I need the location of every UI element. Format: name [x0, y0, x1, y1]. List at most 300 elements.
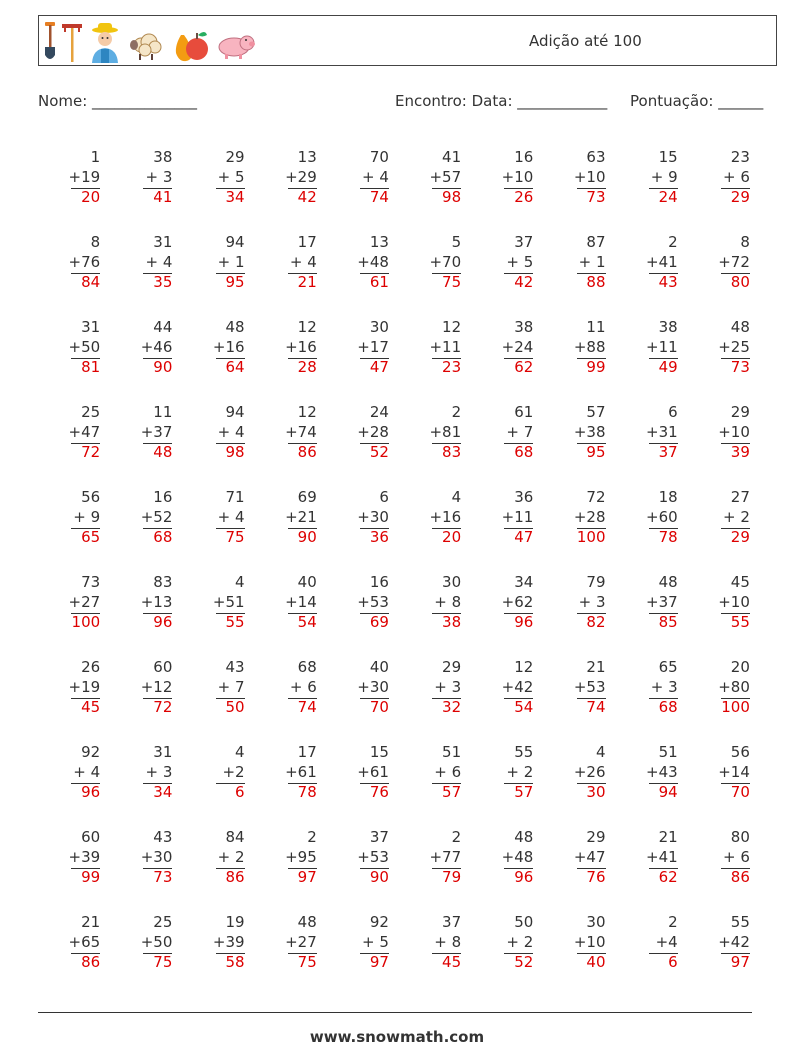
addend-bottom: + 1 — [578, 252, 606, 271]
addition-problem — [255, 403, 327, 488]
addend-bottom: +19 — [68, 677, 101, 696]
answer: 62 — [514, 358, 534, 376]
addend-bottom: + 4 — [362, 167, 389, 186]
addend-top: 37 — [514, 233, 534, 251]
addend-bottom: +31 — [646, 422, 678, 441]
addition-problem — [543, 148, 615, 233]
addend-bottom: + 7 — [217, 677, 245, 696]
addition-problem — [399, 573, 471, 658]
answer: 86 — [297, 443, 317, 461]
addition-problem — [182, 913, 254, 998]
addition-problem — [182, 573, 254, 658]
answer: 61 — [369, 273, 389, 291]
addend-top: 92 — [81, 743, 101, 761]
addition-problem — [543, 658, 615, 743]
answer: 100 — [576, 528, 606, 546]
addition-problem — [471, 488, 543, 573]
addition-problem — [399, 488, 471, 573]
addition-problem — [471, 743, 543, 828]
addend-bottom: +38 — [573, 422, 606, 441]
addend-bottom: + 2 — [506, 762, 534, 781]
addend-top: 15 — [369, 743, 389, 761]
addend-top: 2 — [668, 233, 678, 251]
addend-bottom: +11 — [501, 507, 534, 526]
addend-top: 94 — [225, 403, 245, 421]
addend-bottom: +14 — [285, 592, 317, 611]
addition-problem — [38, 573, 110, 658]
answer: 68 — [658, 698, 678, 716]
addend-bottom: +4 — [655, 932, 678, 951]
name-field: Nome: ______________ — [38, 92, 198, 110]
header-icons — [43, 21, 257, 63]
addend-top: 38 — [153, 148, 173, 166]
addition-problem — [616, 658, 688, 743]
addition-problem — [688, 233, 760, 318]
addend-bottom: +29 — [285, 167, 317, 186]
addition-problem — [38, 318, 110, 403]
answer: 29 — [730, 188, 750, 206]
addend-bottom: +41 — [646, 252, 678, 271]
addition-problem — [110, 148, 182, 233]
answer: 100 — [721, 698, 750, 716]
addend-bottom: +53 — [357, 847, 389, 866]
addend-top: 48 — [514, 828, 534, 846]
addend-top: 69 — [297, 488, 317, 506]
addition-problem — [38, 743, 110, 828]
answer: 79 — [442, 868, 462, 886]
addend-bottom: + 9 — [73, 507, 101, 526]
addend-bottom: +46 — [140, 337, 173, 356]
addend-bottom: +42 — [718, 932, 750, 951]
worksheet-header — [38, 15, 777, 66]
addend-bottom: +50 — [140, 932, 173, 951]
addend-top: 65 — [658, 658, 678, 676]
addend-bottom: + 9 — [650, 167, 678, 186]
answer: 65 — [81, 528, 101, 546]
fruit-icon — [171, 21, 211, 63]
addend-top: 37 — [369, 828, 389, 846]
addend-top: 36 — [514, 488, 534, 506]
answer: 78 — [658, 528, 678, 546]
addend-top: 48 — [225, 318, 245, 336]
addend-top: 12 — [442, 318, 462, 336]
answer: 21 — [297, 273, 317, 291]
addition-problem — [327, 488, 399, 573]
meeting-date-field: Encontro: Data: ____________ — [395, 92, 608, 110]
addend-bottom: + 3 — [434, 677, 462, 696]
addend-bottom: +60 — [646, 507, 678, 526]
answer: 28 — [297, 358, 317, 376]
addition-problem — [688, 913, 760, 998]
answer: 75 — [297, 953, 317, 971]
answer: 68 — [153, 528, 173, 546]
addition-problem — [110, 573, 182, 658]
sheep-icon — [127, 21, 167, 63]
addend-top: 4 — [235, 743, 245, 761]
addend-top: 13 — [369, 233, 389, 251]
addition-problem — [616, 743, 688, 828]
addend-top: 80 — [730, 828, 750, 846]
addend-top: 55 — [730, 913, 750, 931]
answer: 40 — [586, 953, 606, 971]
addend-bottom: +42 — [501, 677, 534, 696]
addend-bottom: +48 — [501, 847, 534, 866]
addend-top: 21 — [586, 658, 606, 676]
addend-top: 4 — [235, 573, 245, 591]
addend-bottom: + 1 — [217, 252, 245, 271]
addend-bottom: + 3 — [650, 677, 678, 696]
addition-problem — [110, 828, 182, 913]
addend-bottom: +61 — [285, 762, 317, 781]
addend-top: 2 — [307, 828, 317, 846]
addend-bottom: +47 — [573, 847, 606, 866]
addend-bottom: + 5 — [217, 167, 245, 186]
addition-problem — [616, 573, 688, 658]
answer: 34 — [225, 188, 245, 206]
addition-problem — [616, 148, 688, 233]
addition-problem — [399, 658, 471, 743]
addition-problem — [543, 913, 615, 998]
addend-top: 48 — [730, 318, 750, 336]
addend-bottom: + 6 — [289, 677, 317, 696]
addend-bottom: +95 — [285, 847, 317, 866]
addend-top: 94 — [225, 233, 245, 251]
addend-top: 20 — [730, 658, 750, 676]
answer: 29 — [730, 528, 750, 546]
addition-problem — [182, 743, 254, 828]
addend-bottom: + 5 — [506, 252, 534, 271]
answer: 47 — [514, 528, 534, 546]
addition-problem — [327, 743, 399, 828]
addend-bottom: +74 — [285, 422, 317, 441]
answer: 57 — [442, 783, 462, 801]
addend-top: 8 — [90, 233, 101, 251]
addend-top: 2 — [668, 913, 678, 931]
addend-bottom: +10 — [573, 167, 606, 186]
answer: 80 — [730, 273, 750, 291]
addend-top: 31 — [81, 318, 101, 336]
addend-top: 15 — [658, 148, 678, 166]
addend-bottom: +39 — [212, 932, 245, 951]
addend-bottom: +51 — [212, 592, 245, 611]
answer: 35 — [153, 273, 173, 291]
answer: 81 — [81, 358, 101, 376]
addend-top: 51 — [658, 743, 678, 761]
addition-problem — [255, 743, 327, 828]
addend-bottom: + 8 — [434, 932, 462, 951]
addition-problem — [327, 233, 399, 318]
answer: 6 — [235, 783, 245, 801]
addend-top: 55 — [514, 743, 534, 761]
addend-top: 60 — [81, 828, 101, 846]
answer: 47 — [369, 358, 389, 376]
addition-problem — [255, 913, 327, 998]
addend-bottom: + 6 — [722, 167, 750, 186]
answer: 38 — [442, 613, 462, 631]
addend-top: 68 — [297, 658, 317, 676]
addend-top: 25 — [81, 403, 101, 421]
answer: 95 — [586, 443, 606, 461]
addend-top: 29 — [586, 828, 606, 846]
addition-problem — [255, 318, 327, 403]
addend-top: 29 — [225, 148, 245, 166]
addend-top: 21 — [81, 913, 101, 931]
addend-top: 12 — [514, 658, 534, 676]
addition-problem — [327, 913, 399, 998]
answer: 74 — [586, 698, 606, 716]
answer: 58 — [225, 953, 245, 971]
addend-top: 87 — [586, 233, 606, 251]
answer: 34 — [153, 783, 173, 801]
addend-bottom: + 4 — [289, 252, 317, 271]
addition-problem — [471, 233, 543, 318]
addition-problem — [110, 913, 182, 998]
answer: 98 — [442, 188, 462, 206]
addend-bottom: +88 — [573, 337, 606, 356]
addend-top: 30 — [442, 573, 462, 591]
addition-problem — [327, 403, 399, 488]
addition-problem — [38, 148, 110, 233]
addition-problem — [399, 743, 471, 828]
addend-top: 50 — [514, 913, 534, 931]
addition-problem — [182, 403, 254, 488]
addend-bottom: +28 — [573, 507, 606, 526]
addition-problem — [471, 828, 543, 913]
answer: 23 — [442, 358, 462, 376]
addend-bottom: + 2 — [506, 932, 534, 951]
addend-bottom: +10 — [501, 167, 534, 186]
addend-bottom: +61 — [357, 762, 389, 781]
answer: 85 — [658, 613, 678, 631]
addition-problem — [471, 403, 543, 488]
addend-bottom: + 4 — [145, 252, 173, 271]
addition-problem — [616, 828, 688, 913]
addend-top: 71 — [225, 488, 245, 506]
addition-problem — [688, 743, 760, 828]
addend-bottom: + 3 — [145, 762, 173, 781]
answer: 32 — [442, 698, 462, 716]
addend-top: 30 — [586, 913, 606, 931]
addend-top: 8 — [740, 233, 750, 251]
addend-top: 6 — [668, 403, 678, 421]
answer: 98 — [225, 443, 245, 461]
addend-bottom: +52 — [140, 507, 173, 526]
addition-problem — [182, 233, 254, 318]
addend-top: 48 — [658, 573, 678, 591]
answer: 30 — [586, 783, 606, 801]
addend-top: 29 — [442, 658, 462, 676]
answer: 73 — [730, 358, 750, 376]
addition-problem — [543, 488, 615, 573]
answer: 96 — [81, 783, 101, 801]
answer: 70 — [730, 783, 750, 801]
answer: 72 — [81, 443, 101, 461]
addition-problem — [616, 233, 688, 318]
answer: 62 — [658, 868, 678, 886]
addend-top: 63 — [586, 148, 606, 166]
addend-bottom: + 6 — [722, 847, 750, 866]
addend-bottom: +76 — [68, 252, 101, 271]
answer: 54 — [297, 613, 317, 631]
addend-bottom: + 4 — [217, 422, 245, 441]
answer: 20 — [81, 188, 101, 206]
addition-problem — [110, 233, 182, 318]
answer: 97 — [369, 953, 389, 971]
addend-top: 26 — [81, 658, 101, 676]
addend-bottom: +41 — [646, 847, 678, 866]
addition-problem — [327, 318, 399, 403]
answer: 88 — [586, 273, 606, 291]
addend-bottom: + 4 — [73, 762, 101, 781]
answer: 42 — [297, 188, 317, 206]
addition-problem — [38, 828, 110, 913]
addend-bottom: + 3 — [578, 592, 606, 611]
addend-top: 51 — [442, 743, 462, 761]
answer: 84 — [81, 273, 101, 291]
addend-bottom: +80 — [718, 677, 750, 696]
addition-problem — [688, 403, 760, 488]
addend-bottom: +30 — [357, 677, 389, 696]
addend-top: 79 — [586, 573, 606, 591]
addend-top: 92 — [369, 913, 389, 931]
answer: 86 — [730, 868, 750, 886]
answer: 49 — [658, 358, 678, 376]
addend-top: 11 — [586, 318, 606, 336]
addition-problem — [471, 573, 543, 658]
addend-top: 38 — [658, 318, 678, 336]
answer: 50 — [225, 698, 245, 716]
answer: 48 — [153, 443, 173, 461]
answer: 96 — [514, 868, 534, 886]
addend-top: 6 — [379, 488, 389, 506]
addend-top: 83 — [153, 573, 173, 591]
addend-top: 56 — [81, 488, 101, 506]
addition-problem — [399, 318, 471, 403]
addend-bottom: + 6 — [434, 762, 462, 781]
answer: 76 — [369, 783, 389, 801]
score-field: Pontuação: ______ — [630, 92, 764, 110]
addition-problem — [327, 573, 399, 658]
addend-top: 41 — [442, 148, 462, 166]
addition-problem — [471, 913, 543, 998]
addend-top: 2 — [451, 403, 462, 421]
worksheet-title: Adição até 100 — [529, 32, 642, 50]
addition-problem — [543, 318, 615, 403]
addend-top: 16 — [153, 488, 173, 506]
addend-top: 19 — [225, 913, 245, 931]
addition-problem — [688, 488, 760, 573]
addend-top: 30 — [369, 318, 389, 336]
addend-top: 60 — [153, 658, 173, 676]
answer: 73 — [586, 188, 606, 206]
answer: 64 — [225, 358, 245, 376]
addend-bottom: +53 — [357, 592, 389, 611]
addend-top: 16 — [514, 148, 534, 166]
addend-top: 31 — [153, 233, 173, 251]
addition-problem — [110, 318, 182, 403]
answer: 52 — [369, 443, 389, 461]
addend-top: 43 — [153, 828, 173, 846]
problem-grid — [38, 148, 760, 998]
addition-problem — [182, 658, 254, 743]
addend-top: 12 — [297, 318, 317, 336]
addition-problem — [327, 658, 399, 743]
addend-top: 70 — [369, 148, 389, 166]
answer: 76 — [586, 868, 606, 886]
addition-problem — [110, 743, 182, 828]
addition-problem — [688, 148, 760, 233]
answer: 55 — [225, 613, 245, 631]
addend-bottom: +72 — [718, 252, 750, 271]
addition-problem — [471, 148, 543, 233]
answer: 75 — [225, 528, 245, 546]
addend-top: 40 — [369, 658, 389, 676]
answer: 70 — [369, 698, 389, 716]
addend-bottom: +16 — [429, 507, 462, 526]
addition-problem — [399, 828, 471, 913]
addend-top: 11 — [153, 403, 173, 421]
addition-problem — [471, 658, 543, 743]
addend-bottom: +27 — [68, 592, 101, 611]
addition-problem — [255, 233, 327, 318]
shovel-icon — [43, 21, 57, 63]
addend-bottom: +21 — [285, 507, 317, 526]
addend-bottom: +53 — [573, 677, 606, 696]
rake-icon — [61, 21, 83, 63]
addition-problem — [543, 403, 615, 488]
answer: 99 — [81, 868, 101, 886]
answer: 72 — [153, 698, 173, 716]
addend-bottom: +81 — [429, 422, 462, 441]
answer: 39 — [730, 443, 750, 461]
answer: 41 — [153, 188, 173, 206]
addition-problem — [543, 828, 615, 913]
addend-bottom: + 8 — [434, 592, 462, 611]
addend-bottom: + 2 — [722, 507, 750, 526]
addend-bottom: +48 — [357, 252, 389, 271]
addend-top: 24 — [369, 403, 389, 421]
addend-bottom: +37 — [140, 422, 173, 441]
addend-top: 56 — [730, 743, 750, 761]
addition-problem — [182, 318, 254, 403]
addend-top: 25 — [153, 913, 173, 931]
addition-problem — [399, 148, 471, 233]
addend-bottom: +70 — [429, 252, 462, 271]
addend-bottom: +16 — [212, 337, 245, 356]
addend-top: 4 — [595, 743, 606, 761]
answer: 86 — [81, 953, 101, 971]
addition-problem — [616, 403, 688, 488]
addend-top: 1 — [90, 148, 101, 166]
addend-top: 13 — [297, 148, 317, 166]
addend-bottom: +19 — [68, 167, 101, 186]
answer: 90 — [153, 358, 173, 376]
addition-problem — [110, 658, 182, 743]
addend-top: 84 — [225, 828, 245, 846]
answer: 43 — [658, 273, 678, 291]
answer: 99 — [586, 358, 606, 376]
answer: 45 — [442, 953, 462, 971]
addition-problem — [327, 828, 399, 913]
addend-top: 73 — [81, 573, 101, 591]
answer: 55 — [730, 613, 750, 631]
addend-bottom: +30 — [140, 847, 173, 866]
addition-problem — [182, 488, 254, 573]
addition-problem — [38, 488, 110, 573]
addend-top: 37 — [442, 913, 462, 931]
answer: 97 — [730, 953, 750, 971]
addition-problem — [543, 233, 615, 318]
